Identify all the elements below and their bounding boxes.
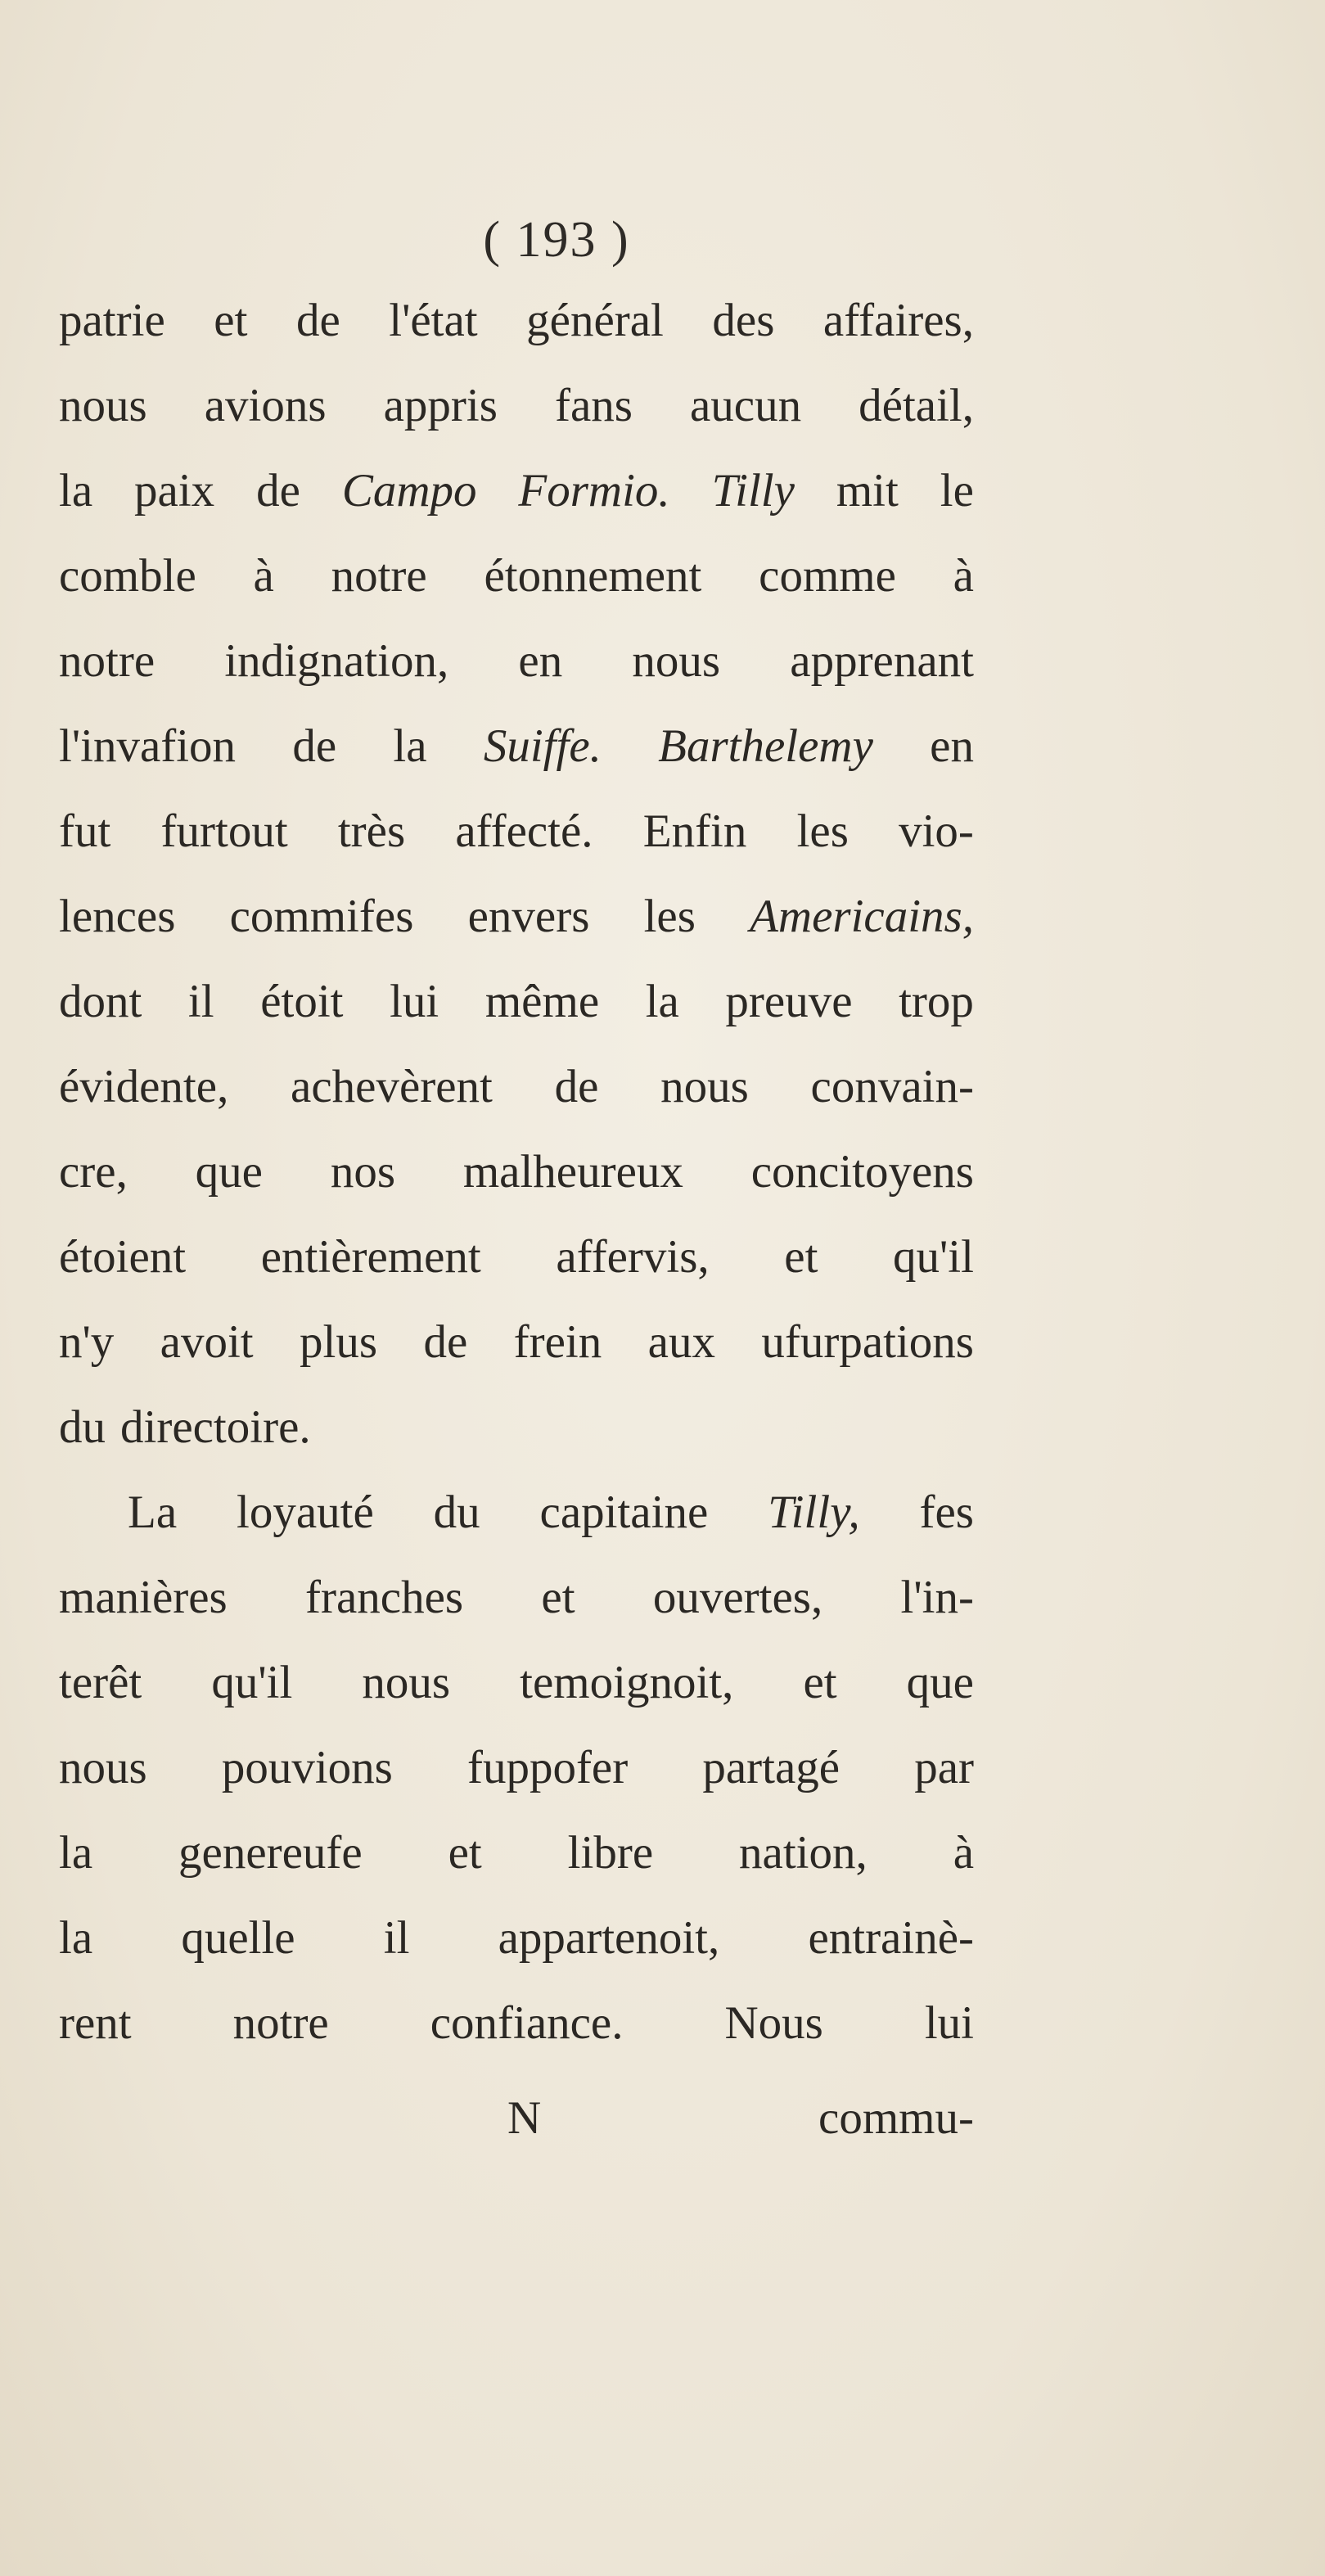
word: à (953, 550, 974, 602)
word: général (526, 295, 664, 346)
word: comme (759, 550, 896, 602)
word: et (784, 1231, 818, 1283)
word: appris (383, 380, 498, 431)
text-line (59, 619, 974, 704)
text-line (59, 1896, 974, 1981)
word: Campo (341, 465, 477, 517)
word: de (256, 465, 300, 517)
word: plus (300, 1316, 378, 1368)
word: convain- (810, 1061, 974, 1112)
word: affervis, (556, 1231, 710, 1283)
word: n'y (59, 1316, 115, 1368)
word: preuve (725, 976, 853, 1027)
word: comble (59, 550, 196, 602)
word: indignation, (224, 635, 449, 687)
catchword: commu- (818, 2092, 974, 2144)
word: temoignoit, (520, 1657, 734, 1708)
word: que (195, 1146, 263, 1198)
word: Formio. (518, 465, 670, 517)
word: La (128, 1487, 178, 1538)
word: cre, (59, 1146, 128, 1198)
word: par (914, 1742, 974, 1793)
word: notre (59, 635, 155, 687)
word: du (59, 1401, 106, 1453)
word: dont (59, 976, 142, 1027)
word: manières (59, 1572, 228, 1623)
text-line (59, 1811, 974, 1896)
word: de (295, 295, 340, 346)
word: et (214, 295, 248, 346)
word: furtout (160, 805, 288, 857)
word: lui (390, 976, 439, 1027)
word: avoit (160, 1316, 254, 1368)
word: entièrement (260, 1231, 481, 1283)
word: quelle (181, 1912, 295, 1964)
page-footer (59, 2091, 974, 2157)
word: genereufe (178, 1827, 363, 1879)
word: et (803, 1657, 837, 1708)
word: Enfin (642, 805, 747, 857)
word: fans (554, 380, 633, 431)
word: capitaine (539, 1487, 709, 1538)
text-line (59, 449, 974, 534)
word: la (59, 465, 93, 517)
word: à (953, 1827, 974, 1879)
word: nous (362, 1657, 451, 1708)
word: rent (59, 1997, 132, 2049)
word: Suiffe. (483, 720, 602, 772)
word: fuppofer (466, 1742, 629, 1793)
word: étonnement (484, 550, 702, 602)
text-line (59, 1385, 974, 1470)
word: de (292, 720, 337, 772)
word: le (940, 465, 974, 517)
word: malheureux (462, 1146, 683, 1198)
word: pouvions (221, 1742, 393, 1793)
word: entrainè- (808, 1912, 974, 1964)
text-line (59, 1640, 974, 1726)
word: très (337, 805, 406, 857)
word: appartenoit, (498, 1912, 720, 1964)
word: à (253, 550, 274, 602)
word: paix (134, 465, 215, 517)
text-line (59, 363, 974, 449)
word: nous (660, 1061, 749, 1112)
text-line (59, 1300, 974, 1385)
word: et (448, 1827, 482, 1879)
word: que (906, 1657, 974, 1708)
word: il (187, 976, 214, 1027)
word: franches (305, 1572, 464, 1623)
word: avions (204, 380, 327, 431)
page-number: ( 193 ) (483, 212, 630, 268)
word: ouvertes, (652, 1572, 823, 1623)
word: l'état (389, 295, 478, 346)
word: de (423, 1316, 468, 1368)
word: la (645, 976, 679, 1027)
word: mit (836, 465, 899, 517)
word: qu'il (893, 1231, 974, 1283)
word: qu'il (211, 1657, 293, 1708)
word: nos (330, 1146, 395, 1198)
text-line (59, 874, 974, 959)
word: Tilly (711, 465, 795, 517)
word: nous (632, 635, 721, 687)
word: lences (59, 891, 176, 942)
word: et (541, 1572, 575, 1623)
word: concitoyens (750, 1146, 974, 1198)
word: il (383, 1912, 410, 1964)
text-line (59, 704, 974, 789)
word: commifes (229, 891, 414, 942)
word: aucun (689, 380, 802, 431)
word: affaires, (822, 295, 974, 346)
word: l'in- (900, 1572, 974, 1623)
word: notre (331, 550, 427, 602)
word: notre (232, 1997, 329, 2049)
word: confiance. (430, 1997, 624, 2049)
word: apprenant (790, 635, 974, 687)
word: évidente, (59, 1061, 229, 1112)
text-line (59, 959, 974, 1044)
word: directoire. (120, 1401, 311, 1453)
word: étoit (260, 976, 344, 1027)
word: nation, (739, 1827, 868, 1879)
word: Barthelemy (658, 720, 873, 772)
word: Tilly, (768, 1487, 860, 1538)
word: envers (467, 891, 590, 942)
word: patrie (59, 295, 165, 346)
word: la (59, 1912, 93, 1964)
word: étoient (59, 1231, 187, 1283)
word: lui (924, 1997, 974, 2049)
word: nous (59, 1742, 147, 1793)
word: vio- (899, 805, 974, 857)
text-line (59, 534, 974, 619)
word: les (796, 805, 849, 857)
word: fut (59, 805, 111, 857)
word: les (643, 891, 696, 942)
word: trop (899, 976, 974, 1027)
text-line (59, 1130, 974, 1215)
word: libre (567, 1827, 654, 1879)
word: achevèrent (291, 1061, 493, 1112)
word: affecté. (455, 805, 593, 857)
word: du (433, 1487, 480, 1538)
word: Americains, (750, 891, 974, 942)
word: frein (513, 1316, 602, 1368)
text-line (59, 1981, 974, 2066)
word: en (930, 720, 974, 772)
word: aux (647, 1316, 715, 1368)
word: la (59, 1827, 93, 1879)
text-line (59, 789, 974, 874)
word: de (554, 1061, 599, 1112)
word: loyauté (237, 1487, 374, 1538)
body-text (59, 278, 974, 2066)
word: partagé (702, 1742, 841, 1793)
word: l'invafion (59, 720, 237, 772)
text-line (59, 1470, 974, 1555)
word: terêt (59, 1657, 142, 1708)
text-line (59, 1726, 974, 1811)
word: fes (919, 1487, 974, 1538)
word: en (518, 635, 563, 687)
word: des (712, 295, 775, 346)
word: Nous (724, 1997, 823, 2049)
text-line (59, 1044, 974, 1130)
word: même (484, 976, 600, 1027)
word: ufurpations (761, 1316, 974, 1368)
text-line (59, 1215, 974, 1300)
word: détail, (859, 380, 974, 431)
signature-mark: N (507, 2092, 542, 2144)
text-line (59, 278, 974, 363)
word: nous (59, 380, 147, 431)
word: la (393, 720, 427, 772)
text-line (59, 1555, 974, 1640)
